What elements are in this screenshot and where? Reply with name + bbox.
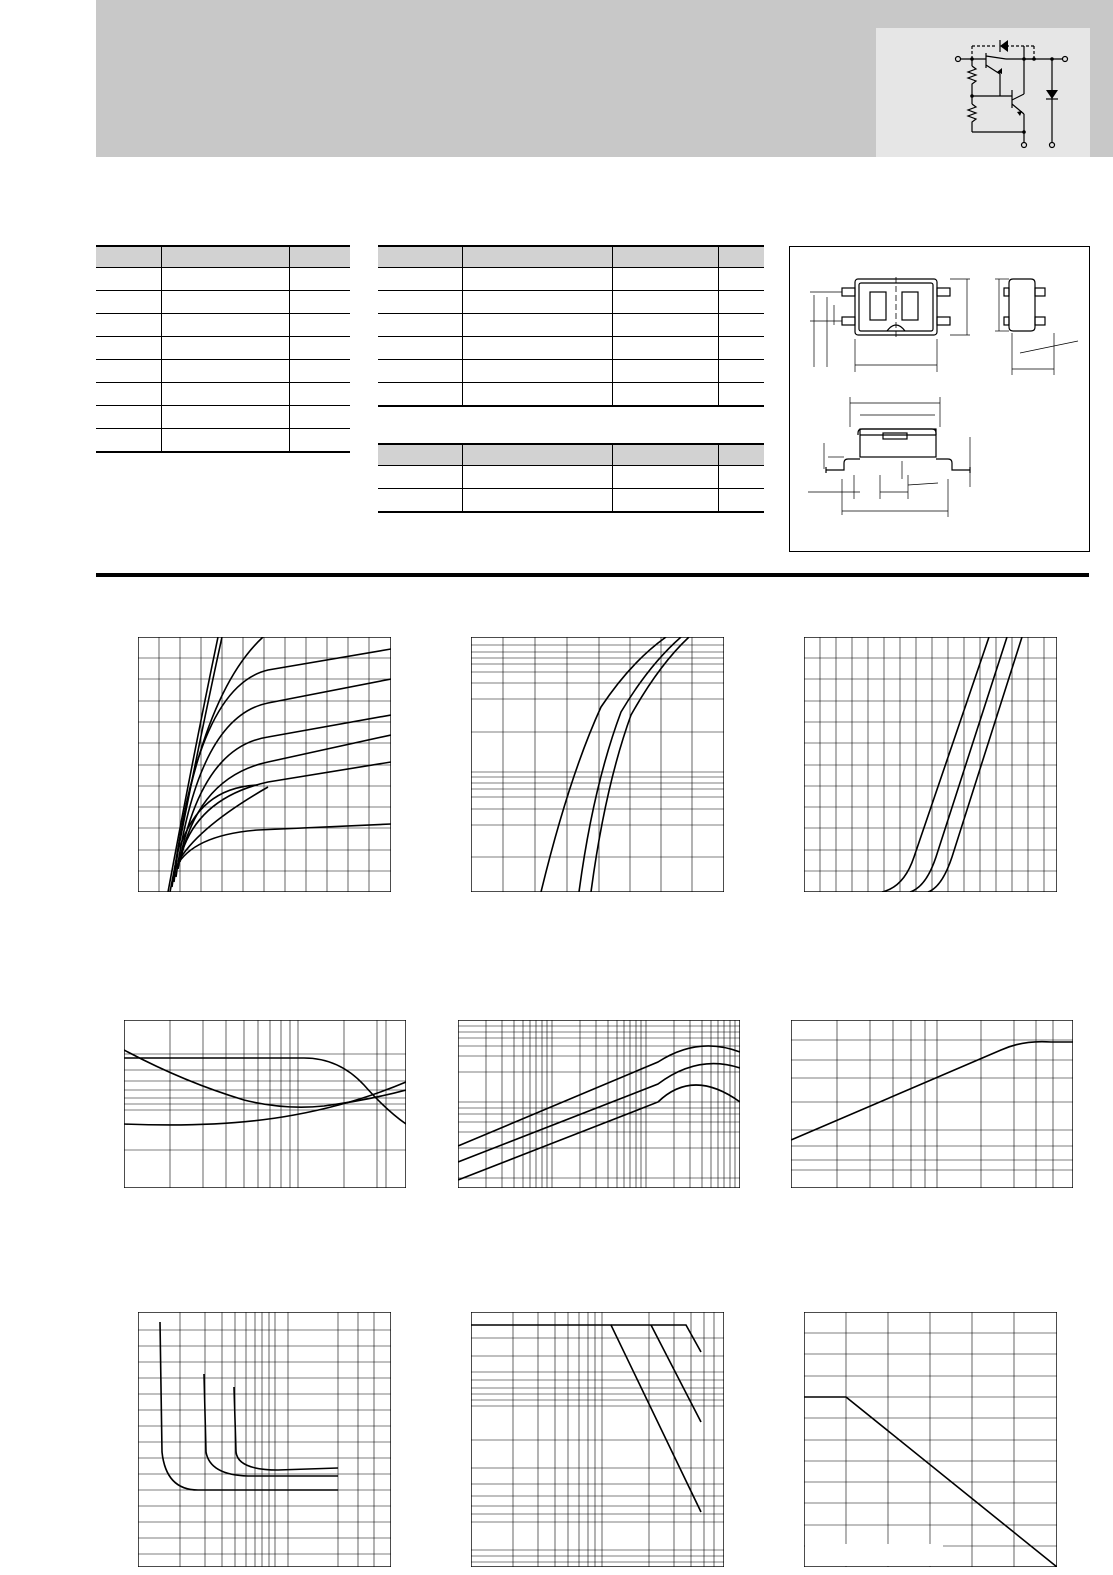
table-row <box>378 291 764 314</box>
electrical-characteristics-table <box>378 245 764 407</box>
table-row <box>96 406 350 429</box>
absolute-maximum-ratings-table <box>96 245 350 453</box>
graph-log-log-characteristics <box>458 1020 740 1188</box>
table-header-row <box>378 444 764 466</box>
table-row <box>96 337 350 360</box>
graph-output-characteristics <box>138 637 391 892</box>
graph-decay-curves <box>138 1312 391 1567</box>
equivalent-circuit-panel <box>876 28 1090 157</box>
package-dimension-drawing <box>790 247 1089 551</box>
table-header-row <box>378 246 764 268</box>
table-row <box>378 383 764 407</box>
table-row <box>96 291 350 314</box>
table-row <box>378 314 764 337</box>
table-header-row <box>96 246 350 268</box>
table-row <box>96 383 350 406</box>
section-divider <box>96 573 1089 577</box>
table-row <box>96 429 350 453</box>
table-row <box>378 337 764 360</box>
graph-power-derating <box>804 1312 1057 1567</box>
diode-characteristics-table <box>378 443 764 513</box>
table-row <box>96 314 350 337</box>
package-outline-drawing <box>789 246 1090 552</box>
graph-saturation-curve <box>791 1020 1073 1188</box>
table-row <box>378 489 764 513</box>
equivalent-circuit-diagram <box>876 28 1090 157</box>
table-row <box>378 360 764 383</box>
table-row <box>96 360 350 383</box>
table-row <box>378 466 764 489</box>
graph-safe-operating-area <box>471 1312 724 1567</box>
table-row <box>378 268 764 291</box>
graph-log-transfer-characteristics-1 <box>471 637 724 892</box>
graph-log-frequency-characteristics <box>124 1020 406 1188</box>
table-row <box>96 268 350 291</box>
graph-linear-transfer-characteristics <box>804 637 1057 892</box>
